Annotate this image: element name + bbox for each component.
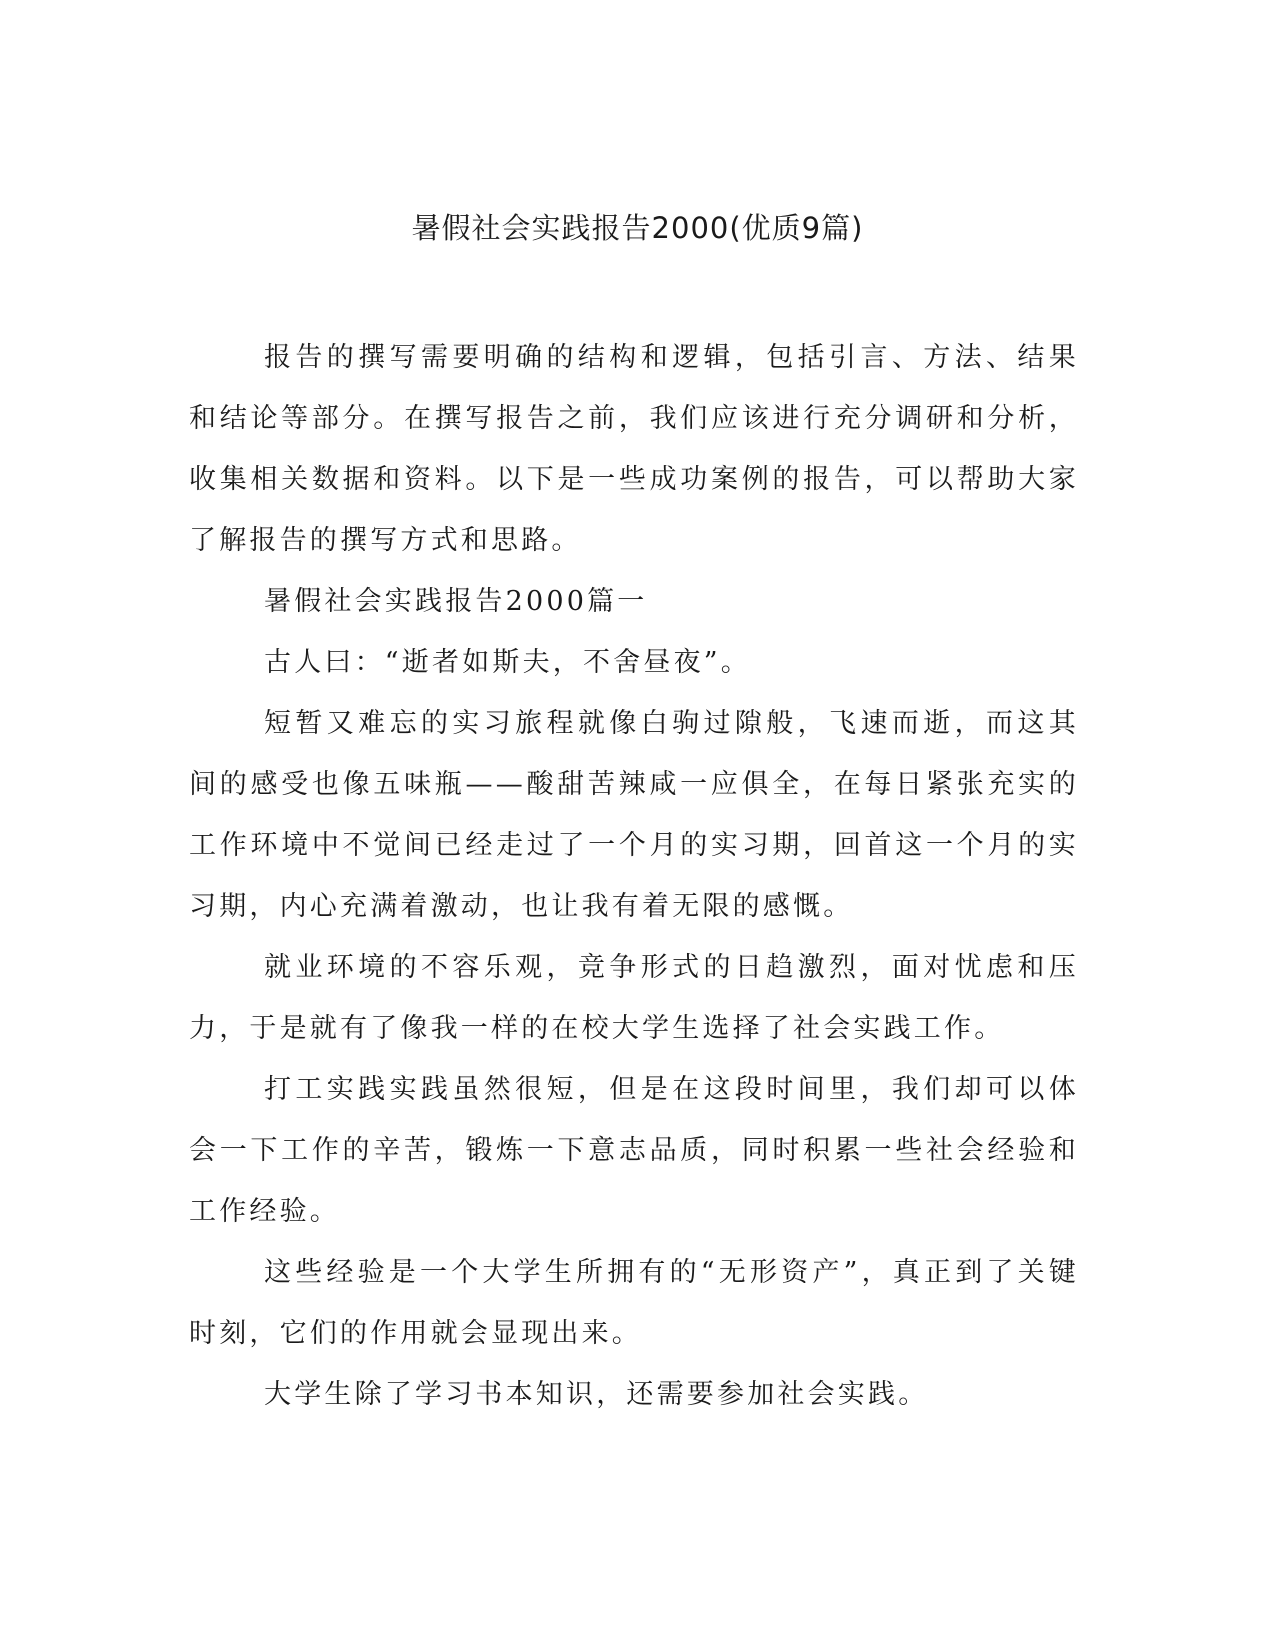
body-paragraph: 打工实践实践虽然很短，但是在这段时间里，我们却可以体会一下工作的辛苦，锻炼一下意志品质，同时积累一些社会经验和工作经验。 (189, 1074, 1079, 1227)
intro-paragraph: 报告的撰写需要明确的结构和逻辑，包括引言、方法、结果和结论等部分。在撰写报告之前，我们应该进行充分调研和分析，收集相关数据和资料。以下是一些成功案例的报告，可以帮助大家了解报告的撰写方式和思路。 (189, 342, 1079, 556)
document-body (189, 327, 1079, 1425)
body-paragraph: 大学生除了学习书本知识，还需要参加社会实践。 (264, 1379, 929, 1410)
body-paragraph: 这些经验是一个大学生所拥有的“无形资产”，真正到了关键时刻，它们的作用就会显现出来。 (189, 1257, 1079, 1349)
body-paragraph: 短暂又难忘的实习旅程就像白驹过隙般，飞速而逝，而这其间的感受也像五味瓶——酸甜苦辣咸一应俱全，在每日紧张充实的工作环境中不觉间已经走过了一个月的实习期，回首这一个月的实习期，内心充满着激动，也让我有着无限的感慨。 (189, 708, 1079, 922)
body-paragraph: 古人曰：“逝者如斯夫，不舍昼夜”。 (264, 647, 752, 678)
section-heading: 暑假社会实践报告2000篇一 (264, 586, 648, 617)
body-paragraph: 就业环境的不容乐观，竞争形式的日趋激烈，面对忧虑和压力，于是就有了像我一样的在校大学生选择了社会实践工作。 (189, 952, 1079, 1044)
document-title: 暑假社会实践报告2000(优质9篇) (411, 211, 864, 245)
